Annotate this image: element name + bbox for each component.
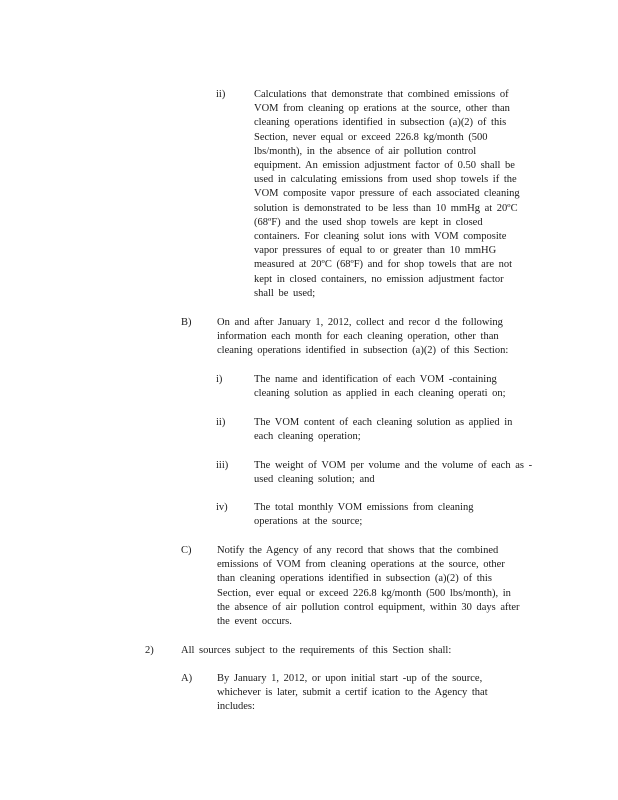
text-line: cleaning operations identified in subsection (a)(2) of this Section: [217, 345, 509, 357]
item-text [254, 501, 473, 529]
item-text [254, 459, 532, 487]
text-line: By January 1, 2012, or upon initial start -up of the source, [217, 673, 483, 684]
item-text [217, 672, 488, 715]
text-line: The weight of VOM per volume and the volume of each as - [254, 460, 533, 471]
text-line: vapor pressures of equal to or greater than 10 mmHG [254, 245, 497, 257]
text-line: (68ºF) and the used shop towels are kept in closed [254, 216, 483, 228]
item-text [217, 544, 520, 629]
item-label: B) [181, 317, 192, 328]
item-text [254, 88, 520, 301]
text-line: information each month for each cleaning operation, other than [217, 331, 499, 343]
text-line: The VOM content of each cleaning solution as applied in [254, 417, 513, 428]
text-line: Section, ever equal or exceed 226.8 kg/month (500 lbs/month), in [217, 587, 511, 599]
item-label: iii) [216, 460, 229, 471]
item-text [217, 316, 508, 359]
text-line: emissions of VOM from cleaning operations at the source, other [217, 559, 505, 571]
text-line: each cleaning operation; [254, 431, 361, 443]
text-line: cleaning solution as applied in each cleaning operati on; [254, 388, 506, 400]
item-label: ii) [216, 89, 226, 100]
text-line: On and after January 1, 2012, collect and recor d the following [217, 317, 503, 328]
text-line: Calculations that demonstrate that combined emissions of [254, 89, 509, 100]
text-line: equipment. An emission adjustment factor of 0.50 shall be [254, 160, 515, 172]
text-line: VOM composite vapor pressure of each associated cleaning [254, 188, 520, 200]
text-line: used cleaning solution; and [254, 474, 375, 486]
text-line: cleaning operations identified in subsection (a)(2) of this [254, 117, 507, 129]
text-line: measured at 20ºC (68ºF) and for shop towels that are not [254, 259, 513, 271]
item-label: iv) [216, 502, 228, 513]
text-line: kept in closed containers, no emission adjustment factor [254, 273, 504, 285]
text-line: containers. For cleaning solut ions with VOM composite [254, 231, 507, 243]
text-line: operations at the source; [254, 516, 363, 528]
text-line: Section, never equal or exceed 226.8 kg/month (500 [254, 131, 488, 143]
item-label: 2) [145, 645, 154, 656]
text-line: Notify the Agency of any record that shows that the combined [217, 545, 499, 556]
item-label: i) [216, 374, 223, 385]
text-line: The name and identification of each VOM -containing [254, 374, 497, 385]
text-line: includes: [217, 701, 255, 713]
text-line: lbs/month), in the absence of air pollution control [254, 145, 477, 157]
item-text [181, 644, 451, 658]
item-text [254, 373, 506, 401]
text-line: The total monthly VOM emissions from cleaning [254, 502, 474, 513]
text-line: the event occurs. [217, 616, 292, 628]
text-line: shall be used; [254, 287, 316, 299]
text-line: VOM from cleaning op erations at the source, other than [254, 103, 510, 115]
text-line: whichever is later, submit a certif ication to the Agency that [217, 687, 488, 699]
text-line: used in calculating emissions from used shop towels if the [254, 174, 517, 186]
text-line: solution is demonstrated to be less than 10 mmHg at 20ºC [254, 202, 518, 214]
item-label: ii) [216, 417, 226, 428]
text-line: than cleaning operations identified in subsection (a)(2) of this [217, 573, 492, 585]
item-text [254, 416, 512, 444]
text-line: All sources subject to the requirements of this Section shall: [181, 645, 452, 656]
item-label: A) [181, 673, 193, 684]
item-label: C) [181, 545, 192, 556]
text-line: the absence of air pollution control equipment, within 30 days after [217, 601, 520, 613]
